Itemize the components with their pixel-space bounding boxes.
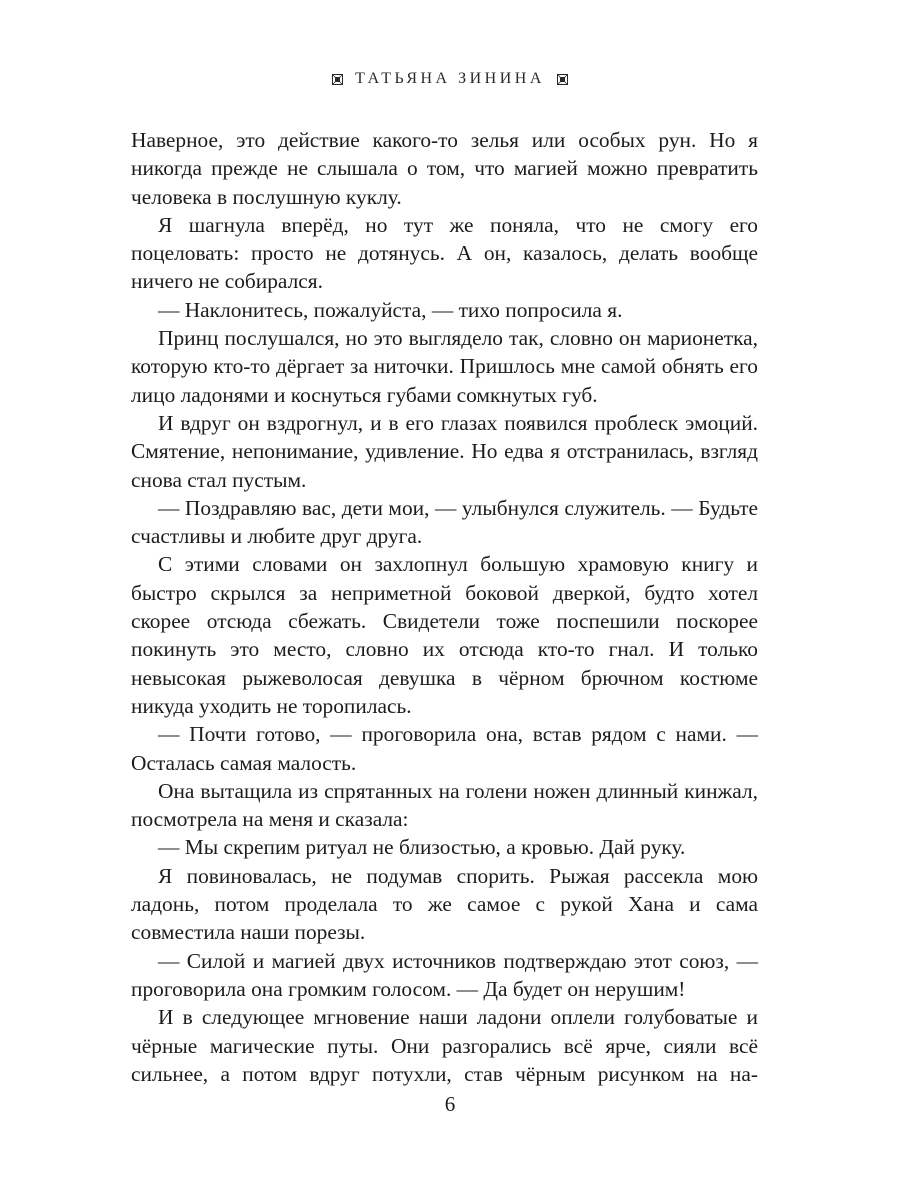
author-name: ТАТЬЯНА ЗИНИНА bbox=[355, 70, 545, 87]
ornament-icon bbox=[557, 74, 568, 85]
paragraph: С этими словами он захлопнул большую храмовую книгу и быстро скрылся за неприметной боковой дверкой, будто хотел скорее отсюда сбежать. Свидетели тоже поспешили поскорее покинуть это место, словно их отсюда кто-то гнал. И только невысокая рыжеволосая девушка в чёрном брючном костюме никуда уходить не торопилась. bbox=[131, 552, 758, 718]
paragraph: — Почти готово, — проговорила она, встав рядом с нами. — Осталась самая малость. bbox=[131, 722, 758, 775]
paragraph: — Поздравляю вас, дети мои, — улыбнулся служитель. — Будьте счастливы и любите друг друга. bbox=[131, 495, 758, 549]
paragraph: Принц послушался, но это выглядело так, словно он марионетка, которую кто-то дёргает за ниточки. Пришлось мне самой обнять его лицо ладонями и коснуться губами сомкнутых губ. bbox=[131, 326, 758, 407]
ornament-icon bbox=[332, 74, 343, 85]
paragraph: Я шагнула вперёд, но тут же поняла, что не смогу его поцеловать: просто не дотянусь. А он, казалось, делать вообще ничего не собирался. bbox=[131, 212, 758, 294]
paragraph: И в следующее мгновение наши ладони оплели голубоватые и чёрные магические путы. Они разгорались всё ярче, сияли всё сильнее, а потом вдруг потухли, став чёрным рисунком на на- bbox=[131, 1005, 758, 1086]
paragraph: Я повиновалась, не подумав спорить. Рыжая рассекла мою ладонь, потом проделала то же самое с рукой Хана и сама совместила наши порезы. bbox=[131, 863, 758, 945]
paragraph: И вдруг он вздрогнул, и в его глазах появился проблеск эмоций. Смятение, непонимание, удивление. Но едва я отстранилась, взгляд снова стал пустым. bbox=[131, 410, 758, 492]
paragraph: — Мы скрепим ритуал не близостью, а кровью. Дай руку. bbox=[158, 835, 686, 860]
running-head bbox=[0, 70, 900, 88]
paragraph: — Силой и магией двух источников подтверждаю этот союз, — проговорила она громким голосом. — Да будет он нерушим! bbox=[131, 948, 758, 1001]
paragraph: Наверное, это действие какого-то зелья или особых рун. Но я никогда прежде не слышала о том, что магией можно превратить человека в послушную куклу. bbox=[131, 128, 758, 209]
paragraph: Она вытащила из спрятанных на голени ножен длинный кинжал, посмотрела на меня и сказала: bbox=[131, 778, 758, 832]
paragraph: — Наклонитесь, пожалуйста, — тихо попросила я. bbox=[158, 297, 623, 322]
body-text bbox=[131, 126, 758, 1088]
page-number: 6 bbox=[444, 1092, 456, 1116]
